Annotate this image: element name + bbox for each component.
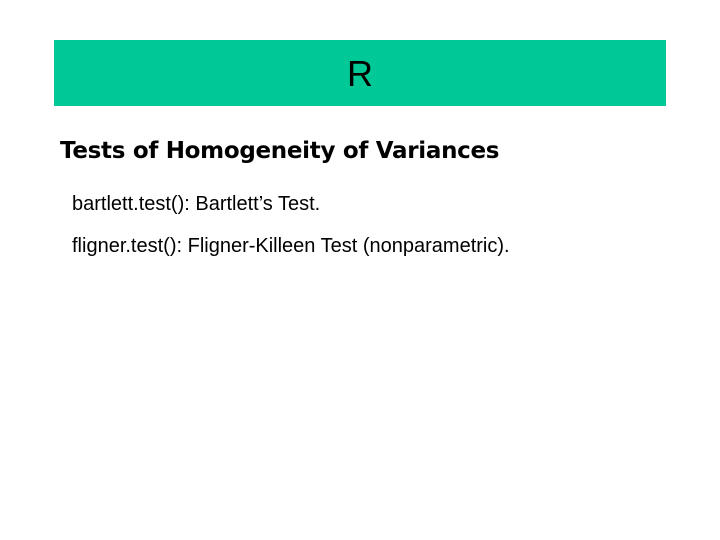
bullet-line-fligner: fligner.test(): Fligner-Killeen Test (nonparametric). [72, 235, 510, 257]
title-bar [54, 40, 666, 106]
slide-title: R [347, 53, 373, 94]
bullet-line-bartlett: bartlett.test(): Bartlett’s Test. [72, 193, 321, 215]
section-heading: Tests of Homogeneity of Variances [60, 138, 500, 164]
